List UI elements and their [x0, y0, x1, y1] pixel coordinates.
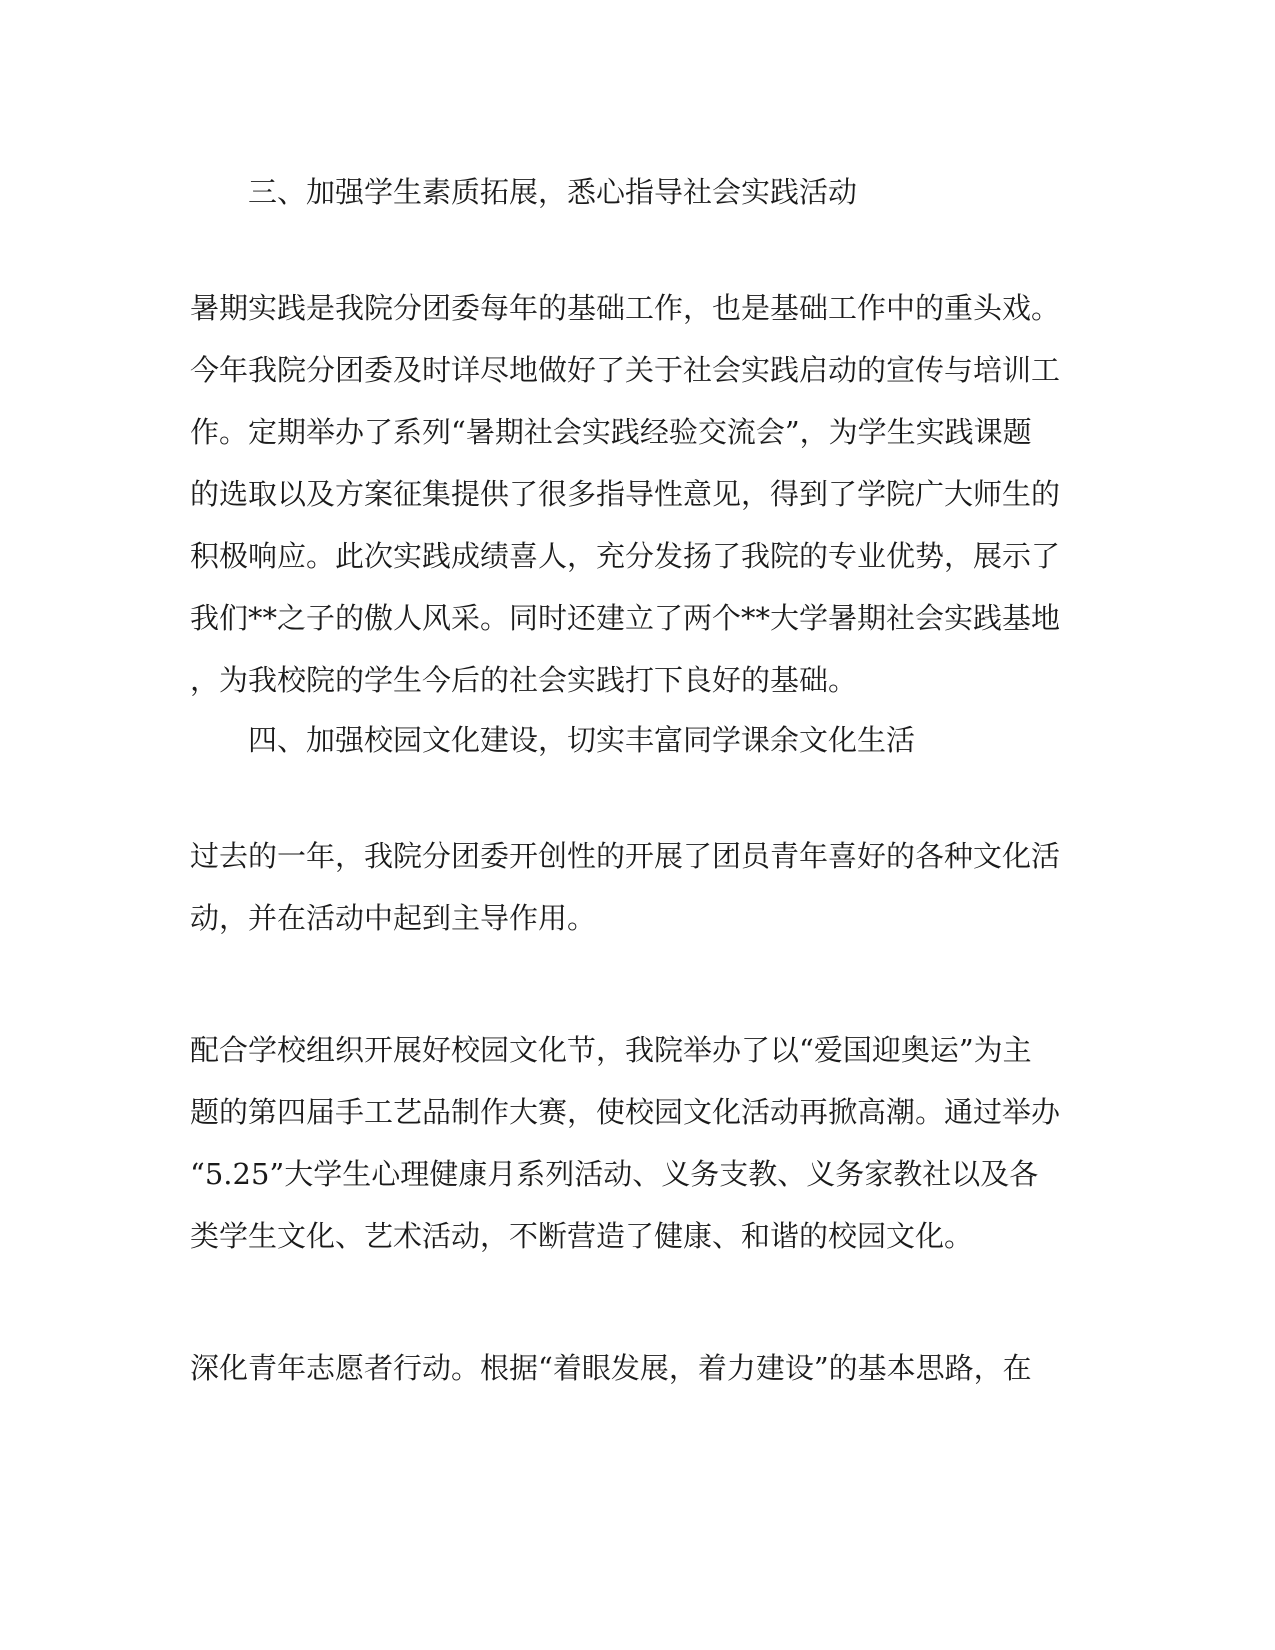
paragraph-line: 深化青年志愿者行动。根据“着眼发展，着力建设”的基本思路，在: [190, 1351, 1032, 1385]
section-heading: 四、加强校园文化建设，切实丰富同学课余文化生活: [248, 723, 916, 757]
paragraph-line: 动，并在活动中起到主导作用。: [190, 901, 597, 935]
paragraph-line: 类学生文化、艺术活动，不断营造了健康、和谐的校园文化。: [190, 1219, 974, 1253]
paragraph-line: 暑期实践是我院分团委每年的基础工作，也是基础工作中的重头戏。: [190, 291, 1061, 325]
section-heading: 三、加强学生素质拓展，悉心指导社会实践活动: [248, 175, 858, 209]
paragraph-line: “5.25”大学生心理健康月系列活动、义务支教、义务家教社以及各: [190, 1157, 1039, 1191]
paragraph-line: 积极响应。此次实践成绩喜人，充分发扬了我院的专业优势，展示了: [190, 539, 1061, 573]
paragraph-line: 今年我院分团委及时详尽地做好了关于社会实践启动的宣传与培训工: [190, 353, 1061, 387]
paragraph-line: 的选取以及方案征集提供了很多指导性意见，得到了学院广大师生的: [190, 477, 1061, 511]
paragraph-line: 作。定期举办了系列“暑期社会实践经验交流会”，为学生实践课题: [190, 415, 1032, 449]
paragraph-line: 题的第四届手工艺品制作大赛，使校园文化活动再掀高潮。通过举办: [190, 1095, 1061, 1129]
paragraph-line: 我们**之子的傲人风采。同时还建立了两个**大学暑期社会实践基地: [190, 601, 1061, 635]
paragraph-line: 配合学校组织开展好校园文化节，我院举办了以“爱国迎奥运”为主: [190, 1033, 1032, 1067]
paragraph-line: 过去的一年，我院分团委开创性的开展了团员青年喜好的各种文化活: [190, 839, 1061, 873]
paragraph-line: ，为我校院的学生今后的社会实践打下良好的基础。: [190, 663, 858, 697]
